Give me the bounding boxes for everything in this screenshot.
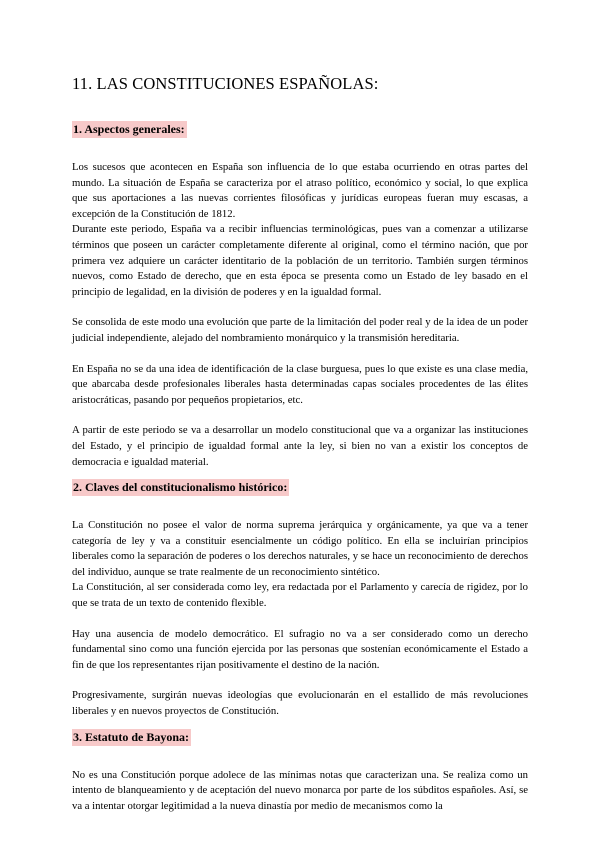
section-heading: 2. Claves del constitucionalismo histórico: <box>73 480 288 495</box>
paragraph: Durante este periodo, España va a recibir influencias terminológicas, pues van a comenzar a utilizarse términos que poseen un carácter completamente diferente al original, como el término nación, que por primera vez adquiere un carácter identitario de la población de un territorio. También surgen términos nuevos, como Estado de derecho, que en esta época se presenta como un Estado de ley basado en el principio de legalidad, en la división de poderes y en la igualdad formal. <box>72 223 528 298</box>
paragraph: Progresivamente, surgirán nuevas ideologías que evolucionarán en el estallido de más revoluciones liberales y en nuevos proyectos de Constitución. <box>72 689 528 718</box>
document-page <box>72 70 528 814</box>
section-aspectos-generales <box>72 120 528 138</box>
section-claves-constitucionalismo <box>72 478 528 496</box>
section-heading: 3. Estatuto de Bayona: <box>73 729 190 744</box>
paragraph: Hay una ausencia de modelo democrático. El sufragio no va a ser considerado como un derecho fundamental sino como una función ejercida por las personas que sostenían económicamente el Estado a fin de que los representantes rijan positivamente el destino de la nación. <box>72 627 528 671</box>
paragraph: La Constitución no posee el valor de norma suprema jerárquica y orgánicamente, ya que va a tener categoría de ley y va a constituir esencialmente un código político. En ella se incluirían principios liberales como la separación de poderes o los derechos naturales, y se hace un reconocimiento de derechos del individuo, aunque se trate realmente de un reconocimiento sintético. <box>72 519 528 578</box>
paragraph: No es una Constitución porque adolece de las mínimas notas que caracterizan una. Se realiza como un intento de blanqueamiento y de aceptación del nuevo monarca por parte de los súbditos españoles. Así, se va a intentar otorgar legitimidad a la nueva dinastía por medio de mecanismos como la <box>72 768 528 812</box>
paragraph: En España no se da una idea de identificación de la clase burguesa, pues lo que existe es una clase media, que abarcaba desde profesionales liberales hasta determinadas capas sociales procedentes de las élites aristocráticas, pasando por pequeños propietarios, etc. <box>72 362 528 406</box>
paragraph: A partir de este periodo se va a desarrollar un modelo constitucional que va a organizar las instituciones del Estado, y el principio de igualdad formal ante la ley, si bien no van a existir los conceptos de democracia e igualdad material. <box>72 424 528 468</box>
section-estatuto-bayona <box>72 728 528 746</box>
section-heading: 1. Aspectos generales: <box>73 122 185 136</box>
paragraph: Se consolida de este modo una evolución que parte de la limitación del poder real y de la idea de un poder judicial independiente, alejado del nombramiento monárquico y la transmisión hereditaria. <box>72 316 528 344</box>
paragraph: Los sucesos que acontecen en España son influencia de lo que estaba ocurriendo en otras partes del mundo. La situación de España se caracteriza por el atraso político, económico y social, lo que explica que sus aportaciones a las nuevas corrientes filosóficas y jurídicas europeas fueran muy escasas, a excepción de la Constitución de 1812. <box>72 161 528 220</box>
paragraph: La Constitución, al ser considerada como ley, era redactada por el Parlamento y carecía de rigidez, por lo que se trata de un texto de contenido flexible. <box>72 581 528 610</box>
document-title: 11. LAS CONSTITUCIONES ESPAÑOLAS: <box>72 74 379 93</box>
